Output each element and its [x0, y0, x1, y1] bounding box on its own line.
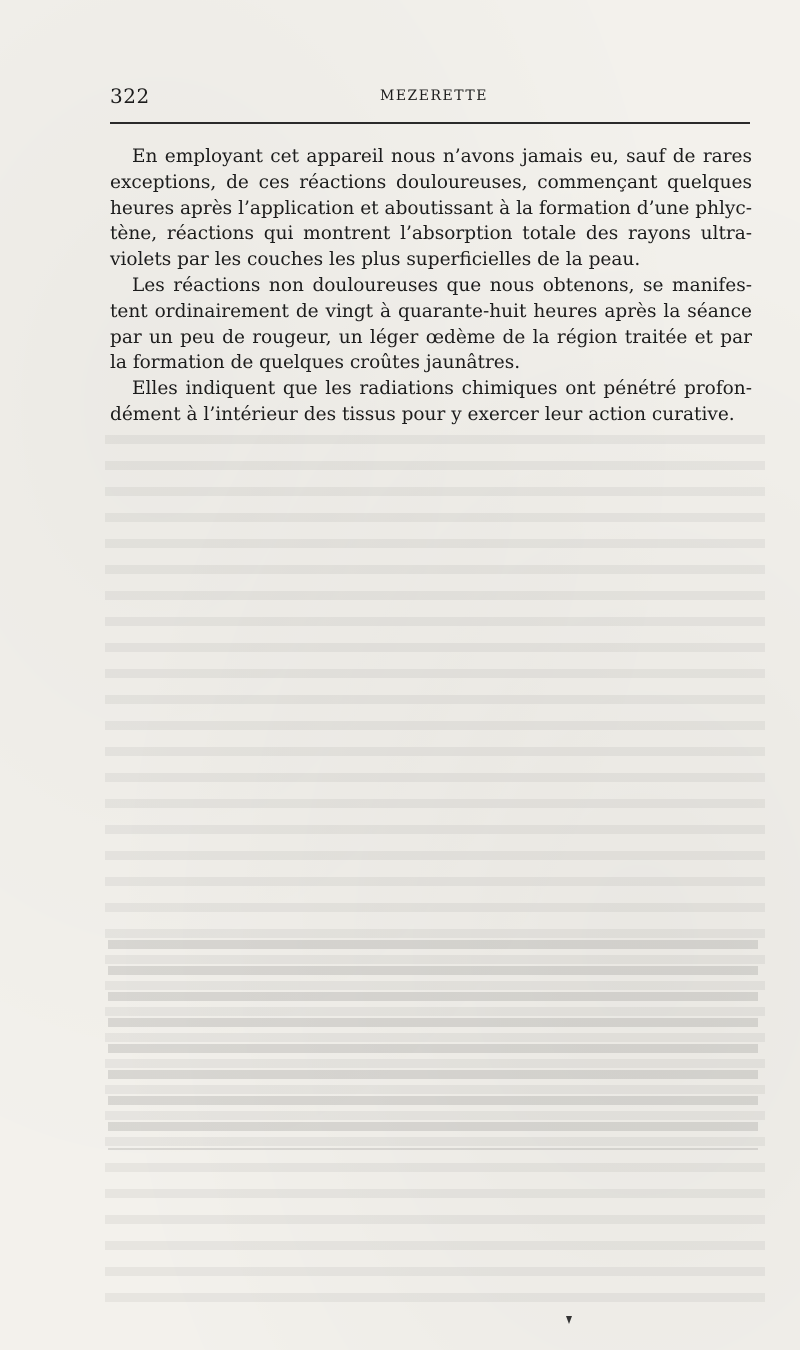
page-header [110, 84, 750, 112]
running-title: MEZERETTE [380, 88, 488, 104]
paragraph: Les réactions non douloureuses que nous obtenons, se manifestent ordinairement de vingt à quarante-huit heures après la séance par un peu de rougeur, un léger œdème de la région traitée et par la formation de quelques croûtes jaunâtres. [110, 274, 752, 374]
paragraph: En employant cet appareil nous n’avons jamais eu, sauf de rares exceptions, de ces réactions douloureuses, commençant quelques heures après l’application et aboutissant à la formation d’une phlyctène, réactions qui montrent l’absorption totale des rayons ultra-violets par les couches les plus superficielles de la peau. [110, 146, 752, 271]
page-number: 322 [110, 84, 150, 108]
ink-mark [566, 1316, 572, 1324]
show-through-text [105, 425, 765, 1305]
body-text [110, 144, 752, 428]
show-through-text-dark [108, 930, 758, 1150]
header-rule [110, 122, 750, 124]
paragraph: Elles indiquent que les radiations chimiques ont pénétré profondément à l’intérieur des tissus pour y exercer leur action curative. [110, 378, 752, 425]
